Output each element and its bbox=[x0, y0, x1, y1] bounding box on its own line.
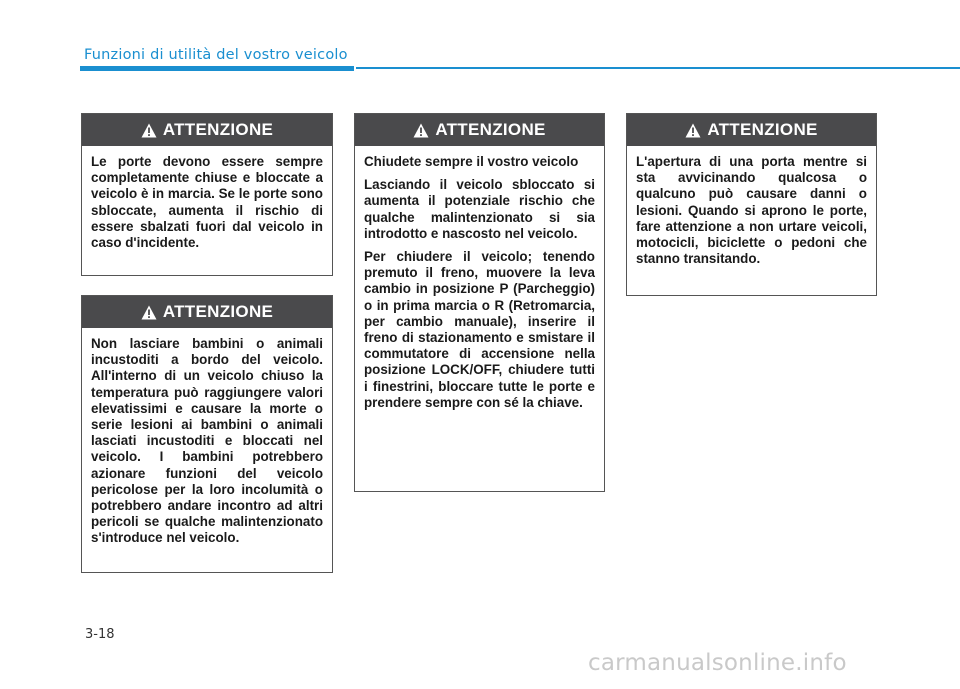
warning-box-lock-vehicle bbox=[354, 113, 605, 492]
warning-header bbox=[355, 114, 604, 146]
warning-paragraph: Chiudete sempre il vostro veicolo bbox=[364, 154, 579, 169]
warning-box-doors-closed bbox=[81, 113, 333, 276]
warning-title: ATTENZIONE bbox=[707, 120, 818, 139]
warning-title: ATTENZIONE bbox=[435, 120, 546, 139]
warning-title: ATTENZIONE bbox=[162, 302, 274, 321]
warning-paragraph: Non lasciare bambini o animali incustoditi a bordo del veicolo. All'interno di un veicolo chiuso la temperatura può raggiungere valori elevatissimi e causare la morte o serie lesioni ai bambini o animali lasciati incustoditi e bloccati nel veicolo. I bambini potrebbero azionare funzioni del veicolo pericolose per la loro incolumità o potrebbero andare incontro ad altri pericoli se qualche malintenzionato s'introduce nel veicolo. bbox=[91, 336, 323, 546]
warning-header bbox=[82, 296, 332, 328]
header-rule-thick bbox=[80, 66, 354, 71]
warning-paragraph: Lasciando il veicolo sbloccato si aumenta il potenziale rischio che qualche malintenzionato si sia introdotto e nascosto nel veicolo. bbox=[364, 177, 595, 241]
section-title: Funzioni di utilità del vostro veicolo bbox=[84, 47, 348, 63]
warning-title: ATTENZIONE bbox=[162, 120, 274, 139]
warning-box-door-opening bbox=[626, 113, 877, 296]
warning-paragraph: Le porte devono essere sempre completamente chiuse e bloccate a veicolo è in marcia. Se le porte sono sbloccate, aumenta il rischio di essere sbalzati fuori dal veicolo in caso d'incidente. bbox=[91, 154, 323, 251]
header-rule-thin bbox=[356, 67, 960, 69]
warning-text bbox=[627, 146, 876, 276]
warning-text bbox=[82, 328, 332, 556]
warning-paragraph: L'apertura di una porta mentre si sta avvicinando qualcosa o qualcuno può causare danni o lesioni. Quando si aprono le porte, fare attenzione a non urtare veicoli, motocicli, biciclette o pedoni che stanno transitando. bbox=[636, 154, 867, 267]
warning-header bbox=[82, 114, 332, 146]
warning-text bbox=[82, 146, 332, 260]
warning-triangle-icon bbox=[685, 123, 701, 138]
warning-paragraph: Per chiudere il veicolo; tenendo premuto il freno, muovere la leva cambio in posizione P (Parcheggio) o in prima marcia o R (Retromarcia, per cambio manuale), inserire il freno di stazionamento e smistare il commutatore di accensione nella posizione LOCK/OFF, chiudere tutti i finestrini, bloccare tutte le porte e prendere sempre con sé la chiave. bbox=[364, 249, 595, 410]
warning-text bbox=[355, 146, 604, 420]
warning-header bbox=[627, 114, 876, 146]
page-number: 3-18 bbox=[85, 627, 115, 642]
warning-triangle-icon bbox=[413, 123, 429, 138]
watermark: carmanualsonline.info bbox=[588, 650, 847, 676]
warning-triangle-icon bbox=[141, 305, 157, 320]
warning-triangle-icon bbox=[141, 123, 157, 138]
warning-box-children-animals bbox=[81, 295, 333, 573]
